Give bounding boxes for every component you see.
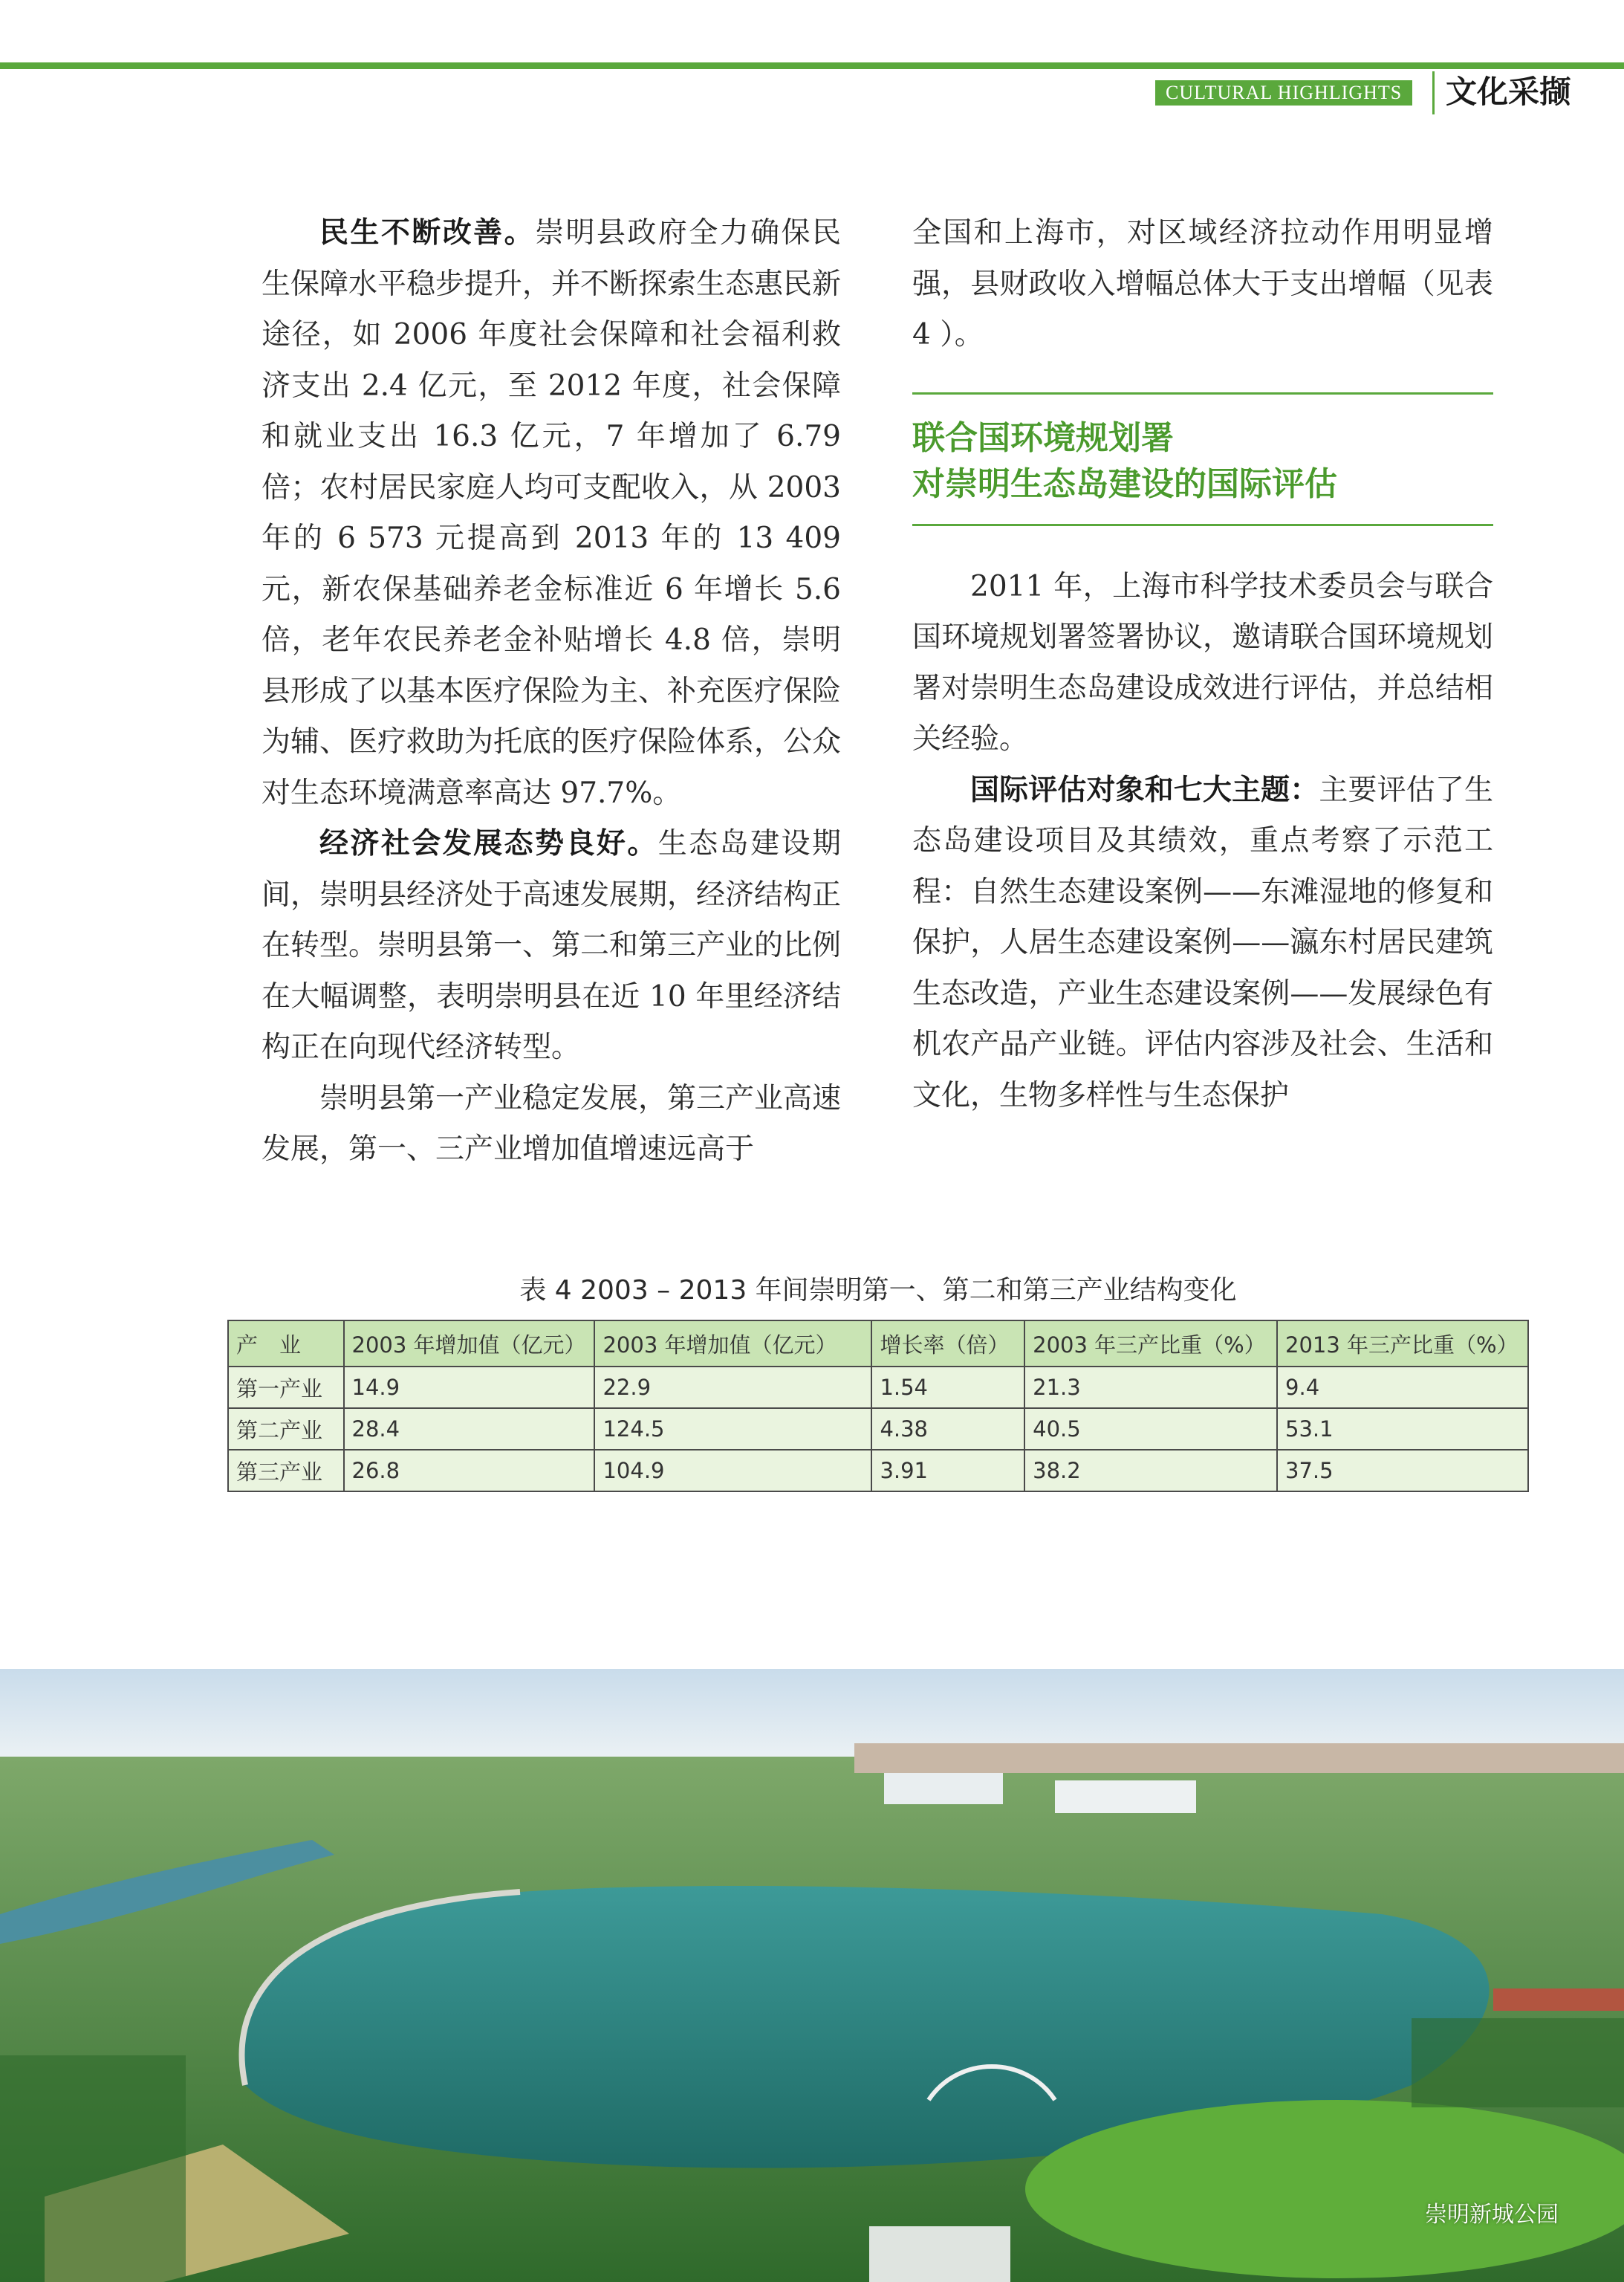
paragraph-body: 生态岛建设期间，崇明县经济处于高速发展期，经济结构正在转型。崇明县第一、第二和第三产业的比例在大幅调整，表明崇明县在近 10 年里经济结构正在向现代经济转型。 — [262, 827, 842, 1064]
table-caption: 表 4 2003 – 2013 年间崇明第一、第二和第三产业结构变化 — [519, 1275, 1237, 1306]
table-row — [228, 1367, 1528, 1408]
table-row — [228, 1408, 1528, 1450]
paragraph-body: 主要评估了生态岛建设项目及其绩效，重点考察了示范工程：自然生态建设案例——东滩湿地的修复和保护，人居生态建设案例——瀛东村居民建筑生态改造，产业生态建设案例——发展绿色有机农产品产业链。评估内容涉及社会、生活和文化，生物多样性与生态保护 — [912, 773, 1493, 1112]
header-section-tag: CULTURAL HIGHLIGHTS — [1155, 80, 1412, 106]
paragraph-lead: 国际评估对象和七大主题： — [970, 773, 1319, 807]
table-row — [228, 1450, 1528, 1491]
paragraph-lead: 经济社会发展态势良好。 — [319, 827, 658, 860]
photo-caption: 崇明新城公园 — [1425, 2202, 1559, 2228]
paragraph-industry — [262, 1074, 841, 1176]
table-header-cell: 增长率（倍） — [871, 1320, 1024, 1367]
table-cell: 14.9 — [344, 1367, 595, 1408]
left-column — [262, 208, 841, 1176]
paragraph-lead: 民生不断改善。 — [319, 216, 536, 250]
table-cell: 26.8 — [344, 1450, 595, 1491]
table-header-cell: 产 业 — [228, 1320, 344, 1367]
table-cell: 28.4 — [344, 1408, 595, 1450]
lawn — [1025, 2100, 1624, 2278]
industry-structure-table — [227, 1320, 1529, 1492]
table-cell: 22.9 — [594, 1367, 871, 1408]
white-building — [869, 2226, 1010, 2282]
table-header-cell: 2003 年增加值（亿元） — [344, 1320, 595, 1367]
table-header-cell: 2013 年三产比重（%） — [1277, 1320, 1528, 1367]
paragraph-body: 崇明县第一产业稳定发展，第三产业高速发展，第一、三产业增加值增速远高于 — [262, 1081, 842, 1166]
pavilion-roof — [1493, 1988, 1624, 2011]
table-cell: 第二产业 — [228, 1408, 344, 1450]
section-rule-top — [912, 392, 1493, 395]
paragraph-evaluation-themes — [912, 765, 1493, 1122]
building — [1055, 1780, 1196, 1813]
table-cell: 9.4 — [1277, 1367, 1528, 1408]
table-cell: 21.3 — [1024, 1367, 1277, 1408]
building — [884, 1773, 1003, 1804]
table-header-row — [228, 1320, 1528, 1367]
table-cell: 3.91 — [871, 1450, 1024, 1491]
table-cell: 38.2 — [1024, 1450, 1277, 1491]
table-cell: 124.5 — [594, 1408, 871, 1450]
header-separator — [1432, 71, 1435, 114]
paragraph-evaluation-intro — [912, 562, 1493, 765]
table-cell: 第一产业 — [228, 1367, 344, 1408]
table-cell: 53.1 — [1277, 1408, 1528, 1450]
section-heading-line: 对崇明生态岛建设的国际评估 — [912, 464, 1337, 503]
paragraph-body: 全国和上海市，对区域经济拉动作用明显增强，县财政收入增幅总体大于支出增幅（见表 4 ）。 — [912, 216, 1493, 351]
paragraph-continued — [912, 208, 1493, 361]
table-cell: 40.5 — [1024, 1408, 1277, 1450]
table-cell: 第三产业 — [228, 1450, 344, 1491]
right-column — [912, 208, 1493, 1121]
header-rule — [0, 62, 1624, 69]
table-header-cell: 2003 年三产比重（%） — [1024, 1320, 1277, 1367]
header-section-title: 文化采撷 — [1446, 74, 1571, 110]
paragraph-economy — [262, 819, 841, 1074]
table-cell: 37.5 — [1277, 1450, 1528, 1491]
table-cell: 104.9 — [594, 1450, 871, 1491]
tree-cluster — [0, 2055, 186, 2282]
tree-cluster — [1412, 2018, 1624, 2107]
paragraph-body: 崇明县政府全力确保民生保障水平稳步提升，并不断探索生态惠民新途径，如 2006 年度社会保障和社会福利救济支出 2.4 亿元，至 2012 年度，社会保障和就业支出 16.3 亿元，7 年增加了 6.79 倍；农村居民家庭人均可支配收入，从 2003 年的 6 573 元提高到 2013 年的 13 409 元，新农保基础养老金标准近 6 年增长 5.6 倍，老年农民养老金补贴增长 4.8 倍，崇明县形成了以基本医疗保险为主、补充医疗保险为辅、医疗救助为托底的医疗保险体系，公众对生态环境满意率高达 97.7%。 — [262, 216, 842, 810]
table-cell: 4.38 — [871, 1408, 1024, 1450]
table-header-cell: 2003 年增加值（亿元） — [594, 1320, 871, 1367]
paragraph-body: 2011 年，上海市科学技术委员会与联合国环境规划署签署协议，邀请联合国环境规划署对崇明生态岛建设成效进行评估，并总结相关经验。 — [912, 569, 1493, 756]
table-cell: 1.54 — [871, 1367, 1024, 1408]
paragraph-livelihood — [262, 208, 841, 819]
park-aerial-photo — [0, 1669, 1624, 2282]
section-heading — [912, 415, 1493, 508]
section-heading-line: 联合国环境规划署 — [912, 418, 1174, 457]
distant-town — [854, 1743, 1624, 1773]
